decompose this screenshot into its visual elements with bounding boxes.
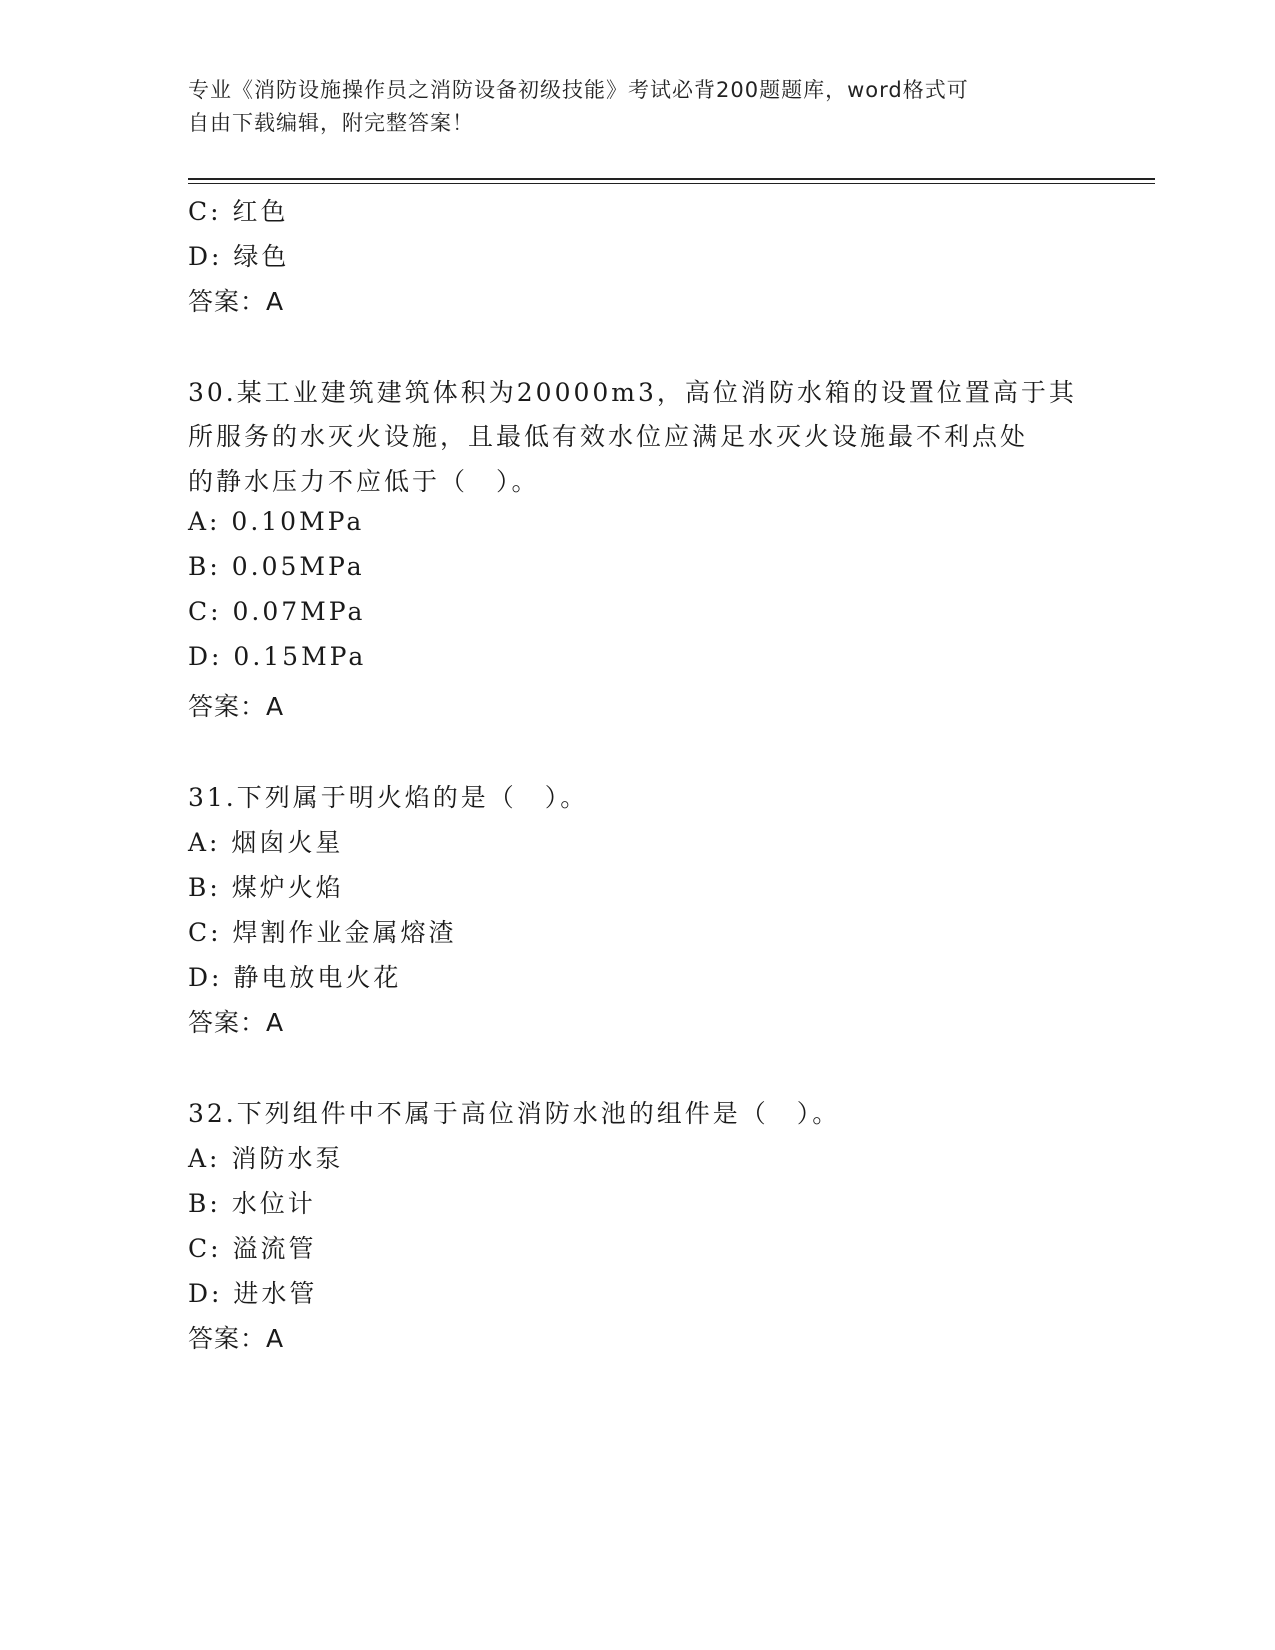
q31-stem-line-1: 31.下列属于明火焰的是（ ）。 [188,783,589,812]
header-divider-thin [188,183,1155,184]
q32-stem-line-1: 32.下列组件中不属于高位消防水池的组件是（ ）。 [188,1099,841,1128]
q30-stem-line-1: 30.某工业建筑建筑体积为20000m3，高位消防水箱的设置位置高于其 [188,378,1077,407]
header-divider-thick [188,178,1155,180]
q31-option-d: D: 静电放电火花 [188,963,402,992]
q30-answer: 答案：A [188,692,285,721]
q30-option-b: B: 0.05MPa [188,552,365,581]
q32-option-c: C: 溢流管 [188,1234,317,1263]
q31-option-c: C: 焊割作业金属熔渣 [188,918,457,947]
q31-option-a: A: 烟囱火星 [188,828,344,857]
q32-option-b: B: 水位计 [188,1189,316,1218]
header-line-1: 专业《消防设施操作员之消防设备初级技能》考试必背200题题库，word格式可 [188,78,969,102]
q32-option-a: A: 消防水泵 [188,1144,344,1173]
document-header [188,74,1068,140]
q30-option-a: A: 0.10MPa [188,507,365,536]
q30-stem-line-2: 所服务的水灭火设施，且最低有效水位应满足水灭火设施最不利点处 [188,422,1029,451]
q30-stem-line-3: 的静水压力不应低于（ ）。 [188,467,540,496]
prev-option-d: D: 绿色 [188,242,290,271]
prev-option-c: C: 红色 [188,197,289,226]
q31-option-b: B: 煤炉火焰 [188,873,344,902]
q31-answer: 答案：A [188,1008,285,1037]
q32-option-d: D: 进水管 [188,1279,318,1308]
header-line-2: 自由下载编辑，附完整答案！ [188,111,474,135]
prev-answer: 答案：A [188,287,285,316]
q30-option-c: C: 0.07MPa [188,597,366,626]
q30-option-d: D: 0.15MPa [188,642,367,671]
q32-answer: 答案：A [188,1324,285,1353]
